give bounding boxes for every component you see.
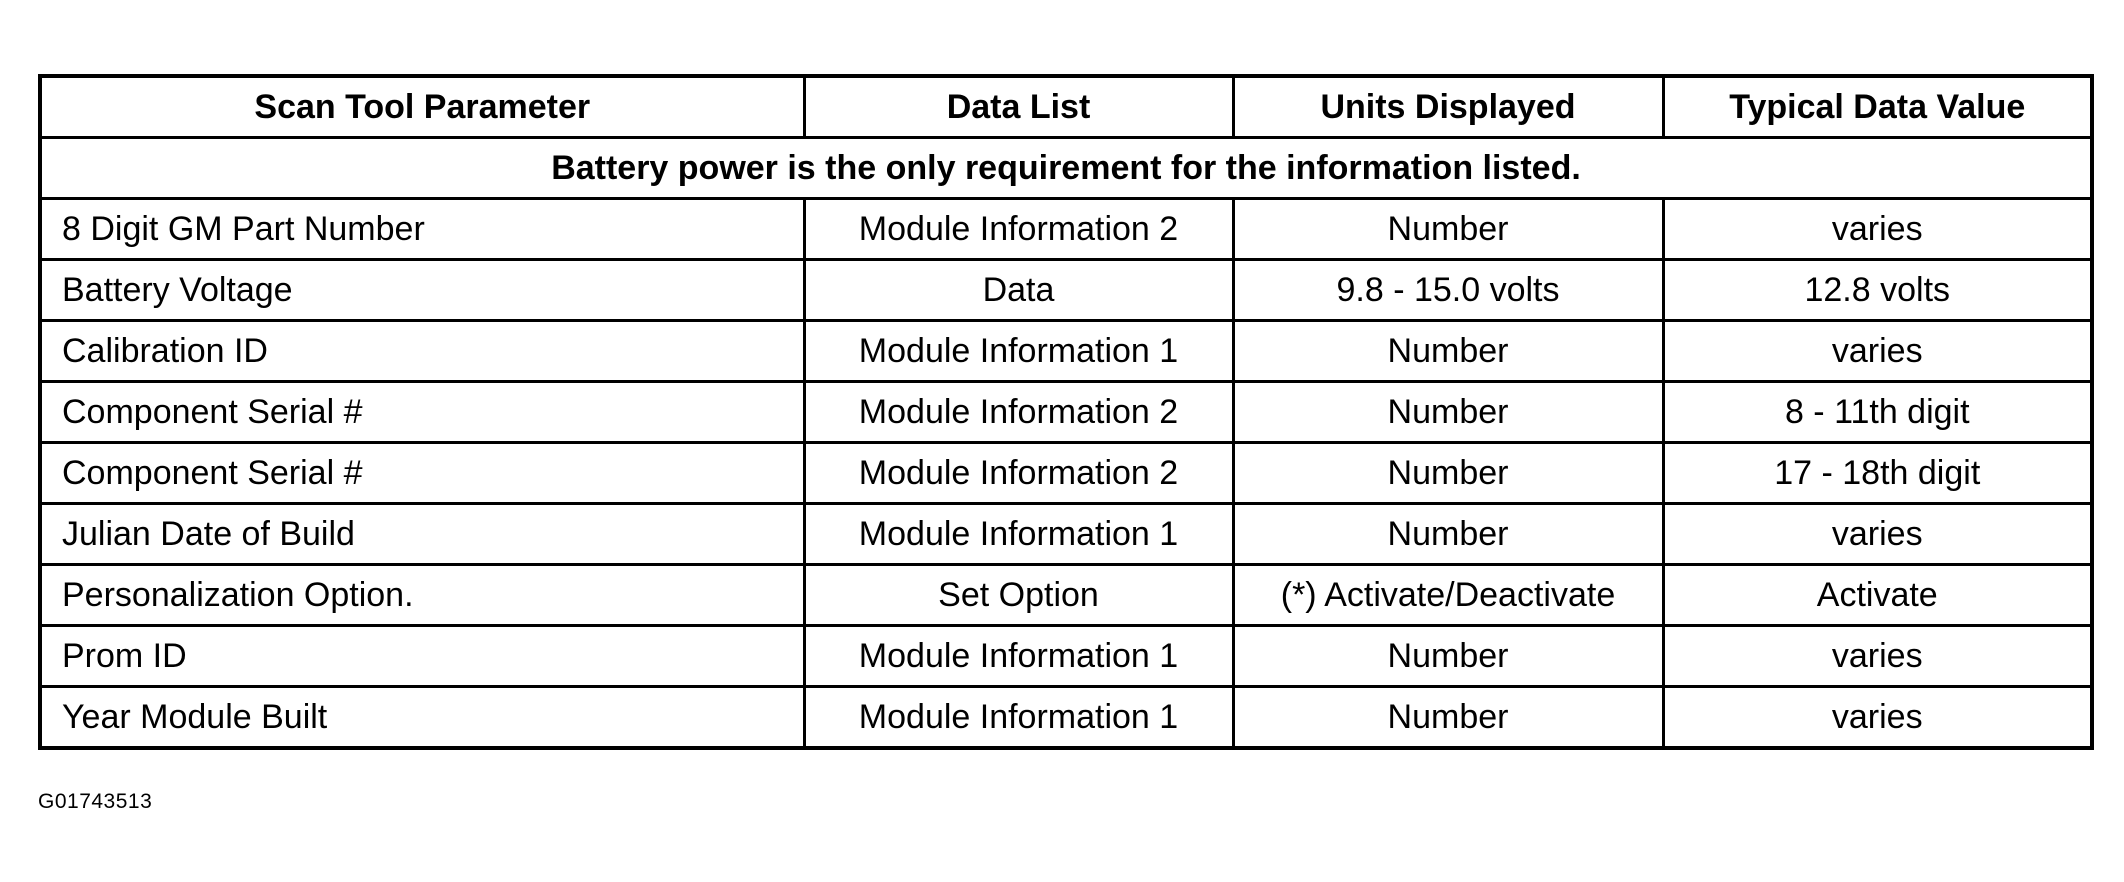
cell-units: Number xyxy=(1233,199,1663,260)
cell-data-list: Module Information 1 xyxy=(804,687,1233,749)
cell-units: Number xyxy=(1233,382,1663,443)
cell-typical-value: 8 - 11th digit xyxy=(1663,382,2092,443)
cell-typical-value: varies xyxy=(1663,687,2092,749)
cell-typical-value: 12.8 volts xyxy=(1663,260,2092,321)
figure-id: G01743513 xyxy=(38,790,153,813)
cell-units: Number xyxy=(1233,687,1663,749)
cell-units: Number xyxy=(1233,626,1663,687)
table-row xyxy=(40,260,2092,321)
cell-parameter: Battery Voltage xyxy=(40,260,804,321)
cell-typical-value: varies xyxy=(1663,626,2092,687)
cell-typical-value: varies xyxy=(1663,199,2092,260)
cell-data-list: Data xyxy=(804,260,1233,321)
scan-tool-data-figure xyxy=(38,74,2090,750)
requirement-banner: Battery power is the only requirement for the information listed. xyxy=(40,138,2092,199)
cell-data-list: Module Information 1 xyxy=(804,626,1233,687)
table-row xyxy=(40,321,2092,382)
scan-tool-data-table xyxy=(38,74,2094,750)
header-scan-tool-parameter: Scan Tool Parameter xyxy=(40,76,804,138)
cell-units: (*) Activate/Deactivate xyxy=(1233,565,1663,626)
table-row xyxy=(40,199,2092,260)
cell-data-list: Module Information 2 xyxy=(804,443,1233,504)
cell-typical-value: 17 - 18th digit xyxy=(1663,443,2092,504)
cell-data-list: Module Information 1 xyxy=(804,321,1233,382)
header-units-displayed: Units Displayed xyxy=(1233,76,1663,138)
cell-parameter: Julian Date of Build xyxy=(40,504,804,565)
cell-units: 9.8 - 15.0 volts xyxy=(1233,260,1663,321)
cell-parameter: 8 Digit GM Part Number xyxy=(40,199,804,260)
table-header-row xyxy=(40,76,2092,138)
cell-units: Number xyxy=(1233,504,1663,565)
table-row xyxy=(40,626,2092,687)
table-row xyxy=(40,443,2092,504)
table-row xyxy=(40,504,2092,565)
table-row xyxy=(40,687,2092,749)
cell-typical-value: Activate xyxy=(1663,565,2092,626)
cell-data-list: Module Information 2 xyxy=(804,382,1233,443)
cell-parameter: Year Module Built xyxy=(40,687,804,749)
table-row xyxy=(40,565,2092,626)
table-row xyxy=(40,382,2092,443)
cell-units: Number xyxy=(1233,443,1663,504)
header-typical-data-value: Typical Data Value xyxy=(1663,76,2092,138)
cell-data-list: Set Option xyxy=(804,565,1233,626)
cell-typical-value: varies xyxy=(1663,504,2092,565)
cell-data-list: Module Information 2 xyxy=(804,199,1233,260)
cell-parameter: Prom ID xyxy=(40,626,804,687)
banner-row xyxy=(40,138,2092,199)
cell-parameter: Component Serial # xyxy=(40,382,804,443)
cell-parameter: Personalization Option. xyxy=(40,565,804,626)
cell-parameter: Calibration ID xyxy=(40,321,804,382)
cell-parameter: Component Serial # xyxy=(40,443,804,504)
cell-typical-value: varies xyxy=(1663,321,2092,382)
cell-units: Number xyxy=(1233,321,1663,382)
cell-data-list: Module Information 1 xyxy=(804,504,1233,565)
header-data-list: Data List xyxy=(804,76,1233,138)
